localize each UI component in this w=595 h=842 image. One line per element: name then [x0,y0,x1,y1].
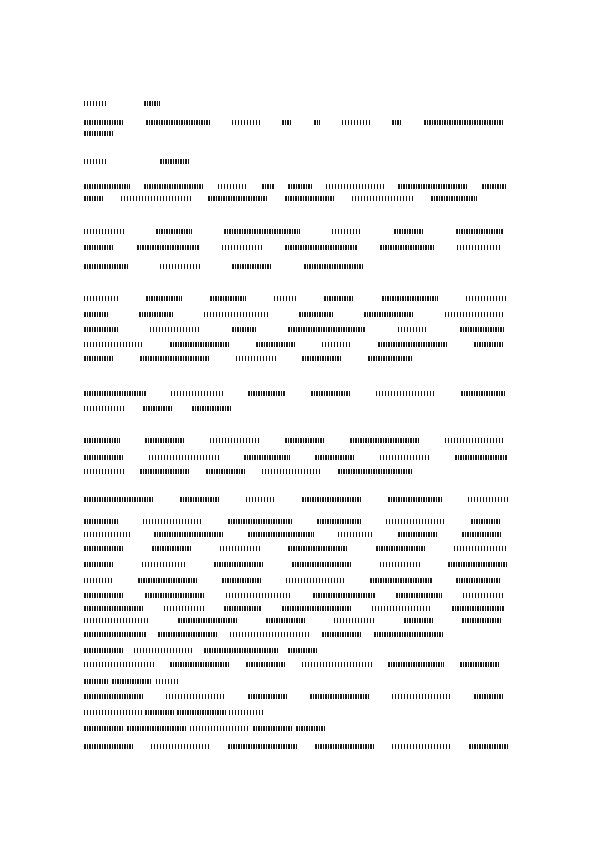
text-word-block [228,744,298,749]
text-word-block [311,391,351,396]
text-word-block [322,632,362,637]
text-word-block [84,662,154,667]
text-word-block [137,245,199,250]
text-word-block [143,406,173,411]
text-word-block [299,312,333,317]
text-word-block [288,184,312,189]
text-line [84,406,232,411]
text-word-block [302,662,372,667]
text-word-block [388,662,444,667]
text-line [84,342,505,347]
text-line [84,632,446,637]
text-line [84,356,412,361]
text-word-block [222,245,262,250]
text-word-block [313,593,375,598]
text-word-block [150,327,200,332]
text-line [84,562,508,567]
text-word-block [224,229,300,234]
text-line [84,312,505,317]
text-line [84,679,180,684]
text-word-block [84,618,150,623]
text-word-block [382,296,438,301]
text-word-block [139,312,173,317]
text-word-block [84,327,118,332]
text-word-block [285,245,357,250]
text-word-block [471,519,501,524]
text-word-block [248,532,314,537]
text-word-block [84,519,118,524]
text-word-block [232,327,256,332]
text-word-block [282,120,292,125]
text-word-block [232,120,260,125]
text-word-block [140,356,210,361]
text-line [84,546,508,551]
text-word-block [121,196,191,201]
text-word-block [326,184,384,189]
text-line [84,101,160,106]
text-word-block [463,593,503,598]
text-word-block [84,648,124,653]
text-word-block [317,519,361,524]
text-word-block [246,662,286,667]
text-word-block [84,593,124,598]
text-line [84,726,326,731]
text-word-block [166,694,226,699]
text-word-block [460,327,504,332]
text-word-block [282,606,352,611]
text-word-block [286,578,346,583]
text-word-block [304,264,364,269]
text-word-block [158,632,218,637]
text-word-block [462,532,502,537]
text-word-block [84,342,144,347]
text-word-block [248,694,288,699]
text-word-block [84,296,118,301]
text-word-block [378,342,448,347]
text-word-block [288,327,366,332]
text-word-block [84,726,124,731]
text-word-block [292,562,352,567]
text-word-block [84,694,144,699]
text-word-block [226,593,292,598]
text-word-block [192,406,232,411]
text-word-block [370,578,432,583]
text-word-block [84,744,134,749]
text-word-block [84,159,106,164]
text-word-block [127,726,187,731]
text-word-block [236,356,276,361]
text-word-block [256,342,296,347]
text-word-block [288,546,348,551]
text-word-block [84,120,124,125]
text-word-block [374,632,444,637]
text-word-block [170,662,230,667]
text-word-block [285,196,335,201]
text-word-block [218,184,248,189]
text-word-block [398,532,438,537]
text-word-block [310,694,370,699]
text-line [84,532,504,537]
text-word-block [140,469,190,474]
text-word-block [84,455,124,460]
text-line [84,662,502,667]
text-line [84,196,478,201]
text-word-block [84,131,114,136]
text-line [84,438,508,443]
text-word-block [315,455,355,460]
text-word-block [396,593,442,598]
text-word-block [352,196,414,201]
text-word-block [466,296,506,301]
text-word-block [177,710,226,715]
text-word-block [469,744,509,749]
text-word-block [134,648,194,653]
text-word-block [368,356,412,361]
text-word-block [452,606,504,611]
text-word-block [180,497,220,502]
text-word-block [154,532,224,537]
text-line [84,120,505,125]
text-word-block [350,438,420,443]
text-line [84,648,318,653]
text-word-block [146,296,182,301]
text-word-block [146,120,210,125]
text-word-block [145,593,205,598]
text-word-block [262,469,322,474]
text-word-block [164,606,204,611]
text-word-block [228,519,292,524]
text-line [84,159,190,164]
text-word-block [448,562,508,567]
text-word-block [204,312,268,317]
text-line [84,184,508,189]
text-word-block [380,562,420,567]
text-word-block [456,578,500,583]
text-word-block [262,184,274,189]
text-word-block [84,196,104,201]
text-word-block [84,546,124,551]
text-word-block [248,391,286,396]
text-word-block [376,546,426,551]
text-word-block [244,455,290,460]
text-word-block [84,606,144,611]
text-word-block [224,606,262,611]
text-line [84,497,508,502]
text-word-block [160,159,190,164]
text-word-block [474,694,504,699]
text-word-block [222,578,262,583]
text-word-block [457,245,501,250]
text-word-block [445,438,505,443]
text-line [84,131,140,136]
text-word-block [324,296,354,301]
text-word-block [376,391,436,396]
text-word-block [445,312,505,317]
text-line [84,264,364,269]
text-word-block [460,662,500,667]
text-word-block [455,455,507,460]
text-word-block [144,101,160,106]
text-line [84,618,506,623]
text-word-block [84,562,114,567]
text-word-block [210,438,260,443]
text-word-block [178,618,238,623]
text-word-block [392,744,452,749]
text-word-block [84,497,154,502]
text-word-block [462,618,502,623]
text-word-block [84,391,146,396]
text-word-block [156,229,192,234]
text-word-block [145,710,174,715]
text-word-block [84,356,114,361]
text-word-block [112,679,152,684]
text-word-block [204,648,278,653]
text-line [84,455,507,460]
text-word-block [170,342,230,347]
text-word-block [474,342,504,347]
text-word-block [404,618,434,623]
text-line [84,391,508,396]
text-line [84,245,502,250]
text-word-block [149,455,219,460]
text-word-block [210,296,246,301]
text-word-block [380,455,430,460]
text-word-block [315,744,375,749]
text-word-block [338,469,412,474]
text-line [84,710,266,715]
text-word-block [398,184,468,189]
text-word-block [296,726,326,731]
text-line [84,694,508,699]
text-word-block [152,546,192,551]
text-word-block [424,120,504,125]
text-word-block [143,519,203,524]
text-line [84,593,504,598]
text-word-block [388,497,442,502]
text-word-block [274,296,296,301]
text-word-block [142,562,186,567]
text-word-block [285,438,325,443]
text-word-block [206,469,246,474]
text-word-block [461,391,505,396]
text-word-block [454,546,506,551]
text-word-block [482,184,506,189]
text-word-block [334,618,376,623]
text-line [84,229,506,234]
text-word-block [332,229,362,234]
text-word-block [84,229,124,234]
text-line [84,578,504,583]
text-word-block [229,710,264,715]
text-word-block [398,327,428,332]
text-word-block [84,679,108,684]
text-word-block [144,184,204,189]
text-word-block [230,632,310,637]
text-word-block [342,120,370,125]
text-word-block [145,438,185,443]
text-word-block [138,578,198,583]
text-word-block [84,632,146,637]
text-word-block [246,497,276,502]
text-line [84,606,508,611]
text-line [84,519,505,524]
text-word-block [468,497,508,502]
text-line [84,469,414,474]
text-word-block [232,264,272,269]
text-word-block [456,229,504,234]
text-line [84,744,512,749]
text-word-block [394,229,424,234]
text-word-block [302,356,342,361]
text-word-block [84,578,114,583]
text-word-block [302,497,362,502]
text-word-block [288,648,318,653]
text-word-block [314,120,320,125]
text-line [84,296,508,301]
text-word-block [84,264,128,269]
text-word-block [380,245,434,250]
text-word-block [156,679,180,684]
text-word-block [338,532,374,537]
text-word-block [431,196,477,201]
text-word-block [266,618,306,623]
text-word-block [84,710,142,715]
text-word-block [84,469,124,474]
text-word-block [151,744,211,749]
text-word-block [322,342,352,347]
text-word-block [160,264,200,269]
text-word-block [84,101,106,106]
text-word-block [392,694,452,699]
text-word-block [84,532,130,537]
text-word-block [84,438,120,443]
text-word-block [84,184,130,189]
text-word-block [84,312,108,317]
text-word-block [84,406,124,411]
text-word-block [364,312,414,317]
text-word-block [171,391,223,396]
text-word-block [190,726,250,731]
text-word-block [253,726,293,731]
text-line [84,327,508,332]
text-word-block [208,196,268,201]
text-word-block [84,245,114,250]
text-word-block [214,562,264,567]
text-word-block [386,519,446,524]
text-word-block [372,606,432,611]
text-word-block [220,546,260,551]
text-word-block [392,120,402,125]
